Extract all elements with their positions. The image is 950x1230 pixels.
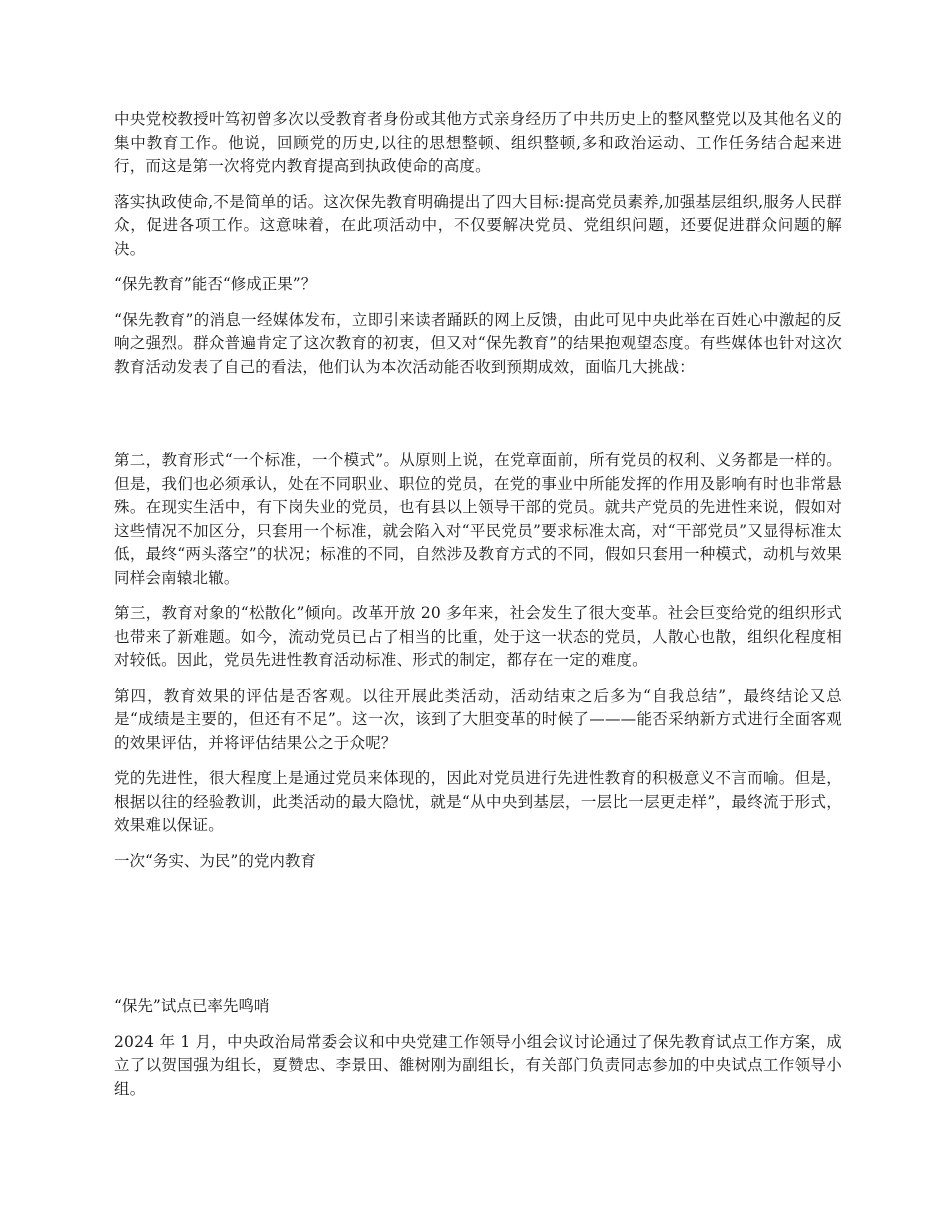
paragraph-feedback: “保先教育”的消息一经媒体发布，立即引来读者踊跃的网上反馈，由此可见中央此举在百姓心中激起的反响之强烈。群众普遍肯定了这次教育的初衷，但又对“保先教育”的结果抱观望态度。有些媒体也针对这次教育活动发表了自己的看法，他们认为本次活动能否收到预期成效，面临几大挑战： [114, 310, 842, 376]
blank-space [114, 391, 842, 449]
section-heading-pilot: “保先”试点已率先鸣哨 [114, 997, 270, 1015]
paragraph-history: 中央党校教授叶笃初曾多次以受教育者身份或其他方式亲身经历了中共历史上的整风整党以及其他名义的集中教育工作。他说，回顾党的历史,以往的思想整顿、组织整顿,多和政治运动、工作任务结合起来进行，而这是第一次将党内教育提高到执政使命的高度。 [114, 110, 842, 175]
blank-space [114, 885, 842, 995]
paragraph-third-challenge: 第三，教育对象的“松散化”倾向。改革开放 20 多年来，社会发生了很大变革。社会巨变给党的组织形式也带来了新难题。如今，流动党员已占了相当的比重，处于这一状态的党员，人散心也散，组织化程度相对较低。因此，党员先进性教育活动标准、形式的制定，都存在一定的难度。 [114, 604, 842, 669]
section-heading-practical: 一次“务实、为民”的党内教育 [114, 851, 316, 870]
paragraph-advanced-nature: 党的先进性，很大程度上是通过党员来体现的，因此对党员进行先进性教育的积极意义不言而喻。但是，根据以往的经验教训，此类活动的最大隐忧，就是“从中央到基层，一层比一层更走样”，最终流于形式，效果难以保证。 [114, 769, 842, 834]
paragraph-second-challenge: 第二，教育形式“一个标准，一个模式”。从原则上说，在党章面前，所有党员的权利、义务都是一样的。但是，我们也必须承认，处在不同职业、职位的党员，在党的事业中所能发挥的作用及影响有时也非常悬殊。在现实生活中，有下岗失业的党员，也有县以上领导干部的党员。就共产党员的先进性来说，假如对这些情况不加区分，只套用一个标准，就会陷入对“平民党员”要求标准太高，对“干部党员”又显得标准太低，最终“两头落空”的状况；标准的不同，自然涉及教育方式的不同，假如只套用一种模式，动机与效果同样会南辕北辙。 [114, 451, 842, 587]
paragraph-pilot-plan: 2024 年 1 月，中央政治局常委会议和中央党建工作领导小组会议讨论通过了保先教育试点工作方案，成立了以贺国强为组长，夏赞忠、李景田、雒树刚为副组长，有关部门负责同志参加的中央试点工作领导小组。 [114, 1032, 842, 1098]
paragraph-mission: 落实执政使命,不是简单的话。这次保先教育明确提出了四大目标:提高党员素养,加强基层组织,服务人民群众，促进各项工作。这意味着，在此项活动中，不仅要解决党员、党组织问题，还要促进群众问题的解决。 [114, 192, 842, 258]
section-heading-results: “保先教育”能否“修成正果”？ [114, 275, 317, 293]
paragraph-fourth-challenge: 第四，教育效果的评估是否客观。以往开展此类活动，活动结束之后多为“自我总结”，最终结论又总是“成绩是主要的，但还有不足”。这一次，该到了大胆变革的时候了———能否采纳新方式进行全面客观的效果评估，并将评估结果公之于众呢？ [114, 686, 842, 752]
document-body [114, 108, 842, 1113]
